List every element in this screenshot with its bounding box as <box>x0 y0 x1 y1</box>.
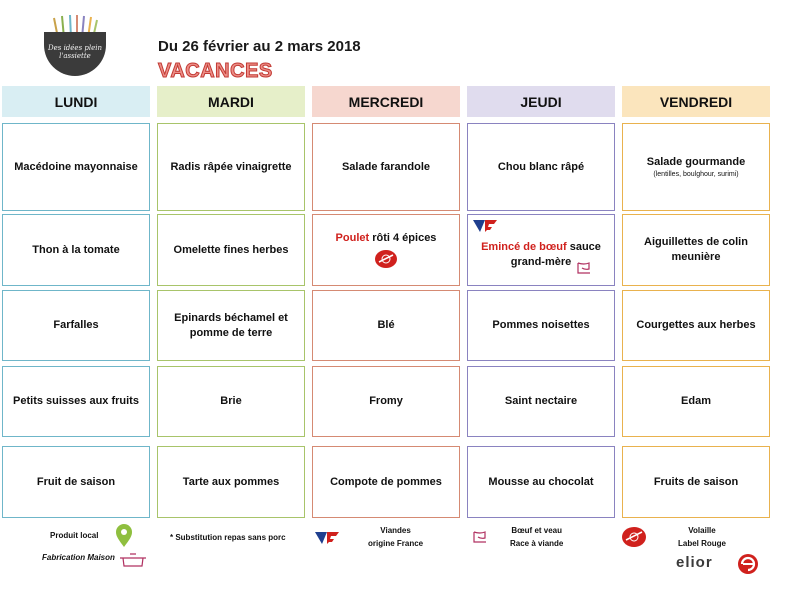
meal-cell: Fromy <box>312 366 460 437</box>
day-header-vendredi: VENDREDI <box>622 86 770 117</box>
day-column-lundi <box>2 86 150 518</box>
day-header-jeudi: JEUDI <box>467 86 615 117</box>
meal-cell-main <box>312 214 460 286</box>
meal-cell: Pommes noisettes <box>467 290 615 361</box>
cooking-pot-icon <box>118 552 148 568</box>
viande-francaise-icon <box>472 218 498 234</box>
meal-cell: Thon à la tomate <box>2 214 150 286</box>
meal-cell: Petits suisses aux fruits <box>2 366 150 437</box>
meal-main-text: Poulet rôti 4 épices <box>335 232 437 244</box>
meal-cell: Radis râpée vinaigrette <box>157 123 305 211</box>
legend-fabrication-maison: Fabrication Maison <box>42 553 115 562</box>
vacances-banner: VACANCES <box>158 60 273 82</box>
legend-substitution: * Substitution repas sans porc <box>170 533 286 542</box>
map-pin-icon <box>114 524 134 548</box>
day-column-mercredi <box>312 86 460 518</box>
page-title: Du 26 février au 2 mars 2018 <box>158 38 361 55</box>
meal-main-text: Emincé de bœuf sauce grand-mère <box>481 241 601 268</box>
day-column-mardi <box>157 86 305 518</box>
brand-logo: elior <box>676 554 713 571</box>
meal-cell: Fruits de saison <box>622 446 770 518</box>
viande-francaise-icon <box>314 530 340 546</box>
meal-cell: Salade gourmande (lentilles, boulghour, surimi) <box>622 123 770 211</box>
meal-cell: Fruit de saison <box>2 446 150 518</box>
day-column-vendredi <box>622 86 770 518</box>
logo <box>44 14 106 76</box>
day-header-mardi: MARDI <box>157 86 305 117</box>
meat-highlight: Poulet <box>335 232 370 244</box>
day-header-lundi: LUNDI <box>2 86 150 117</box>
meal-cell: Omelette fines herbes <box>157 214 305 286</box>
day-header-mercredi: MERCREDI <box>312 86 460 117</box>
label-rouge-icon <box>373 249 399 269</box>
meal-cell: Mousse au chocolat <box>467 446 615 518</box>
meal-cell: Macédoine mayonnaise <box>2 123 150 211</box>
meal-cell-main <box>467 214 615 286</box>
meal-cell: Aiguillettes de colin meunière <box>622 214 770 286</box>
meal-cell: Blé <box>312 290 460 361</box>
meal-cell: Tarte aux pommes <box>157 446 305 518</box>
menu-grid <box>2 86 770 518</box>
legend-produit-local: Produit local <box>50 531 99 540</box>
meal-note: (lentilles, boulghour, surimi) <box>653 170 739 178</box>
meat-highlight: Emincé de bœuf <box>481 241 567 253</box>
legend-viandes: Viandes origine France <box>368 526 424 548</box>
legend-boeuf: Bœuf et veau Race à viande <box>510 526 564 548</box>
label-rouge-icon <box>620 526 648 548</box>
meal-cell: Compote de pommes <box>312 446 460 518</box>
boeuf-race-icon <box>472 530 488 544</box>
meal-cell: Chou blanc râpé <box>467 123 615 211</box>
meal-cell: Salade farandole <box>312 123 460 211</box>
logo-text: Des idées plein l'assiette <box>48 44 103 60</box>
meal-cell: Courgettes aux herbes <box>622 290 770 361</box>
meal-cell: Farfalles <box>2 290 150 361</box>
meal-cell: Brie <box>157 366 305 437</box>
boeuf-race-icon <box>576 261 592 275</box>
meal-cell: Epinards béchamel et pomme de terre <box>157 290 305 361</box>
meal-cell: Edam <box>622 366 770 437</box>
meal-cell: Saint nectaire <box>467 366 615 437</box>
day-column-jeudi <box>467 86 615 518</box>
elior-mark-icon <box>736 553 760 575</box>
legend-volaille: Volaille Label Rouge <box>678 526 727 548</box>
